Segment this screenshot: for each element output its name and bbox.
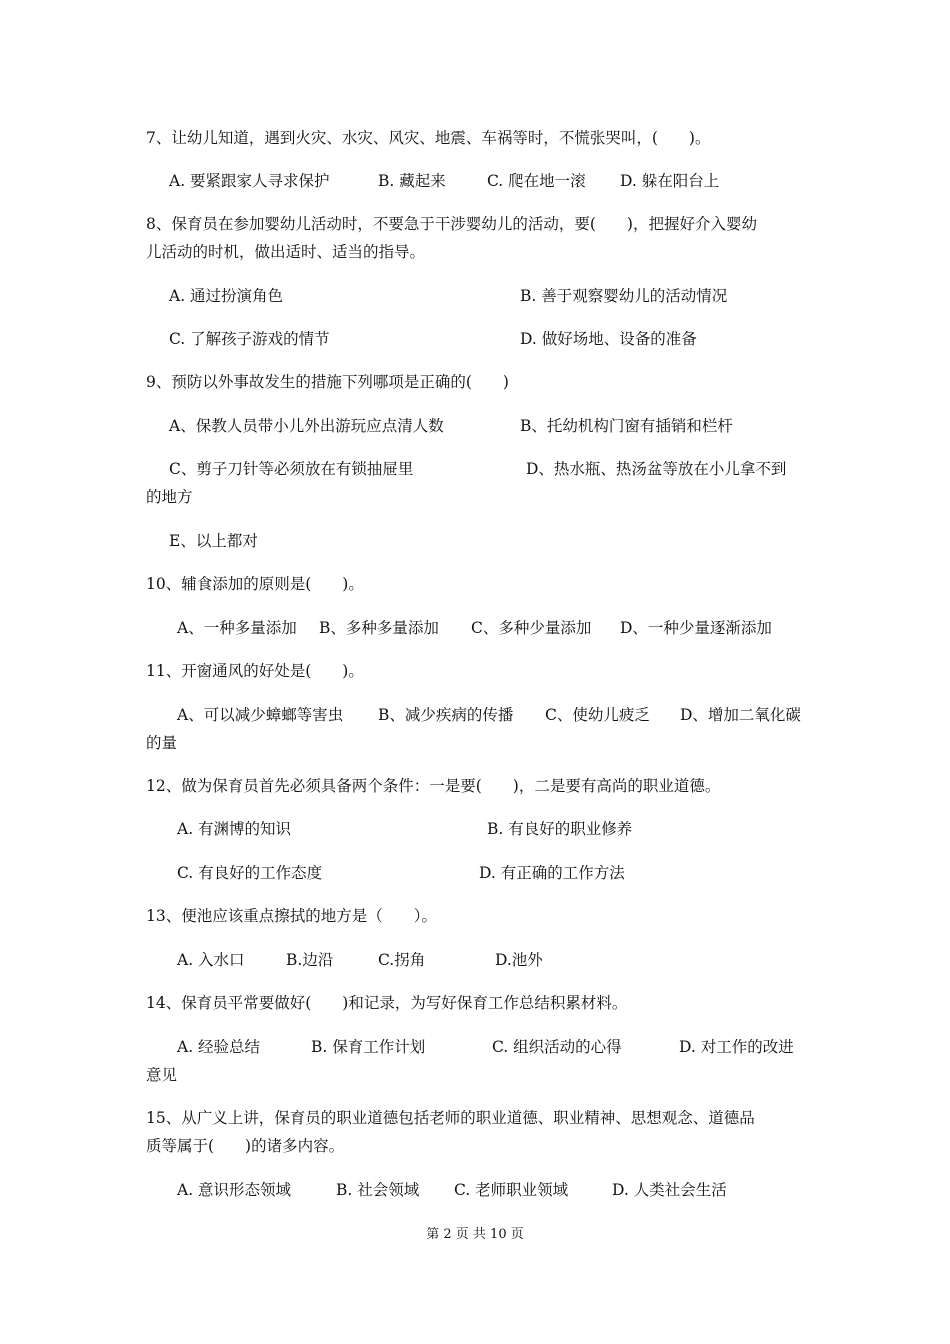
page-number-footer: 第 2 页 共 10 页 bbox=[426, 1227, 524, 1242]
question-8-option-c: C. 了解孩子游戏的情节 bbox=[169, 330, 330, 348]
question-8-stem-line-1: 8、保育员在参加婴幼儿活动时，不要急于干涉婴幼儿的活动，要( )，把握好介入婴幼 bbox=[146, 215, 757, 233]
question-12-option-b: B. 有良好的职业修养 bbox=[487, 820, 633, 838]
question-8-option-d: D. 做好场地、设备的准备 bbox=[520, 330, 697, 348]
question-10-option-b: B、多种多量添加 bbox=[319, 619, 439, 637]
question-8-option-a: A. 通过扮演角色 bbox=[169, 287, 284, 305]
question-14-stem: 14、保育员平常要做好( )和记录，为写好保育工作总结积累材料。 bbox=[146, 994, 628, 1012]
question-7-option-d: D. 躲在阳台上 bbox=[620, 172, 720, 190]
question-11-option-d-continuation: 的量 bbox=[146, 734, 178, 752]
question-15-option-b: B. 社会领域 bbox=[336, 1181, 420, 1199]
question-13-option-c: C.拐角 bbox=[378, 951, 426, 969]
question-11-option-c: C、使幼儿疲乏 bbox=[545, 706, 650, 724]
question-9-option-d: D、热水瓶、热汤盆等放在小儿拿不到 bbox=[526, 460, 787, 478]
question-15-option-c: C. 老师职业领域 bbox=[454, 1181, 569, 1199]
question-14-option-c: C. 组织活动的心得 bbox=[492, 1038, 622, 1056]
question-11-option-d: D、增加二氧化碳 bbox=[680, 706, 801, 724]
question-7-stem: 7、让幼儿知道，遇到火灾、水灾、风灾、地震、车祸等时，不慌张哭叫，( )。 bbox=[146, 129, 711, 147]
question-14-option-a: A. 经验总结 bbox=[177, 1038, 261, 1056]
question-15-stem-line-1: 15、从广义上讲，保育员的职业道德包括老师的职业道德、职业精神、思想观念、道德品 bbox=[146, 1109, 755, 1127]
question-12-option-a: A. 有渊博的知识 bbox=[177, 820, 292, 838]
question-7-option-c: C. 爬在地一滚 bbox=[487, 172, 586, 190]
question-14-option-d: D. 对工作的改进 bbox=[679, 1038, 794, 1056]
question-11-option-b: B、减少疾病的传播 bbox=[378, 706, 514, 724]
question-8-option-b: B. 善于观察婴幼儿的活动情况 bbox=[520, 287, 728, 305]
question-13-option-a: A. 入水口 bbox=[177, 951, 245, 969]
question-15-option-a: A. 意识形态领域 bbox=[177, 1181, 292, 1199]
question-12-stem: 12、做为保育员首先必须具备两个条件：一是要( )，二是要有高尚的职业道德。 bbox=[146, 777, 721, 795]
question-10-stem: 10、辅食添加的原则是( )。 bbox=[146, 575, 364, 593]
question-9-option-d-continuation: 的地方 bbox=[146, 488, 193, 506]
question-7-option-a: A. 要紧跟家人寻求保护 bbox=[169, 172, 330, 190]
question-15-option-d: D. 人类社会生活 bbox=[612, 1181, 727, 1199]
question-13-stem: 13、便池应该重点擦拭的地方是（ ）。 bbox=[146, 907, 437, 925]
question-13-option-b: B.边沿 bbox=[286, 951, 334, 969]
question-12-option-c: C. 有良好的工作态度 bbox=[177, 864, 323, 882]
question-10-option-d: D、一种少量逐渐添加 bbox=[620, 619, 772, 637]
question-9-option-b: B、托幼机构门窗有插销和栏杆 bbox=[520, 417, 733, 435]
question-14-option-b: B. 保育工作计划 bbox=[311, 1038, 426, 1056]
question-10-option-c: C、多种少量添加 bbox=[471, 619, 592, 637]
question-7-option-b: B. 藏起来 bbox=[378, 172, 446, 190]
question-9-option-c: C、剪子刀针等必须放在有锁抽屉里 bbox=[169, 460, 414, 478]
question-9-option-a: A、保教人员带小儿外出游玩应点清人数 bbox=[169, 417, 444, 435]
question-12-option-d: D. 有正确的工作方法 bbox=[479, 864, 625, 882]
question-10-option-a: A、一种多量添加 bbox=[177, 619, 297, 637]
question-15-stem-line-2: 质等属于( )的诸多内容。 bbox=[146, 1137, 345, 1155]
question-13-option-d: D.池外 bbox=[495, 951, 543, 969]
question-8-stem-line-2: 儿活动的时机，做出适时、适当的指导。 bbox=[146, 243, 426, 261]
question-9-stem: 9、预防以外事故发生的措施下列哪项是正确的( ) bbox=[146, 373, 509, 391]
question-9-option-e: E、以上都对 bbox=[169, 532, 258, 550]
question-14-option-d-continuation: 意见 bbox=[146, 1066, 178, 1084]
question-11-option-a: A、可以减少蟑螂等害虫 bbox=[177, 706, 344, 724]
question-11-stem: 11、开窗通风的好处是( )。 bbox=[146, 662, 364, 680]
